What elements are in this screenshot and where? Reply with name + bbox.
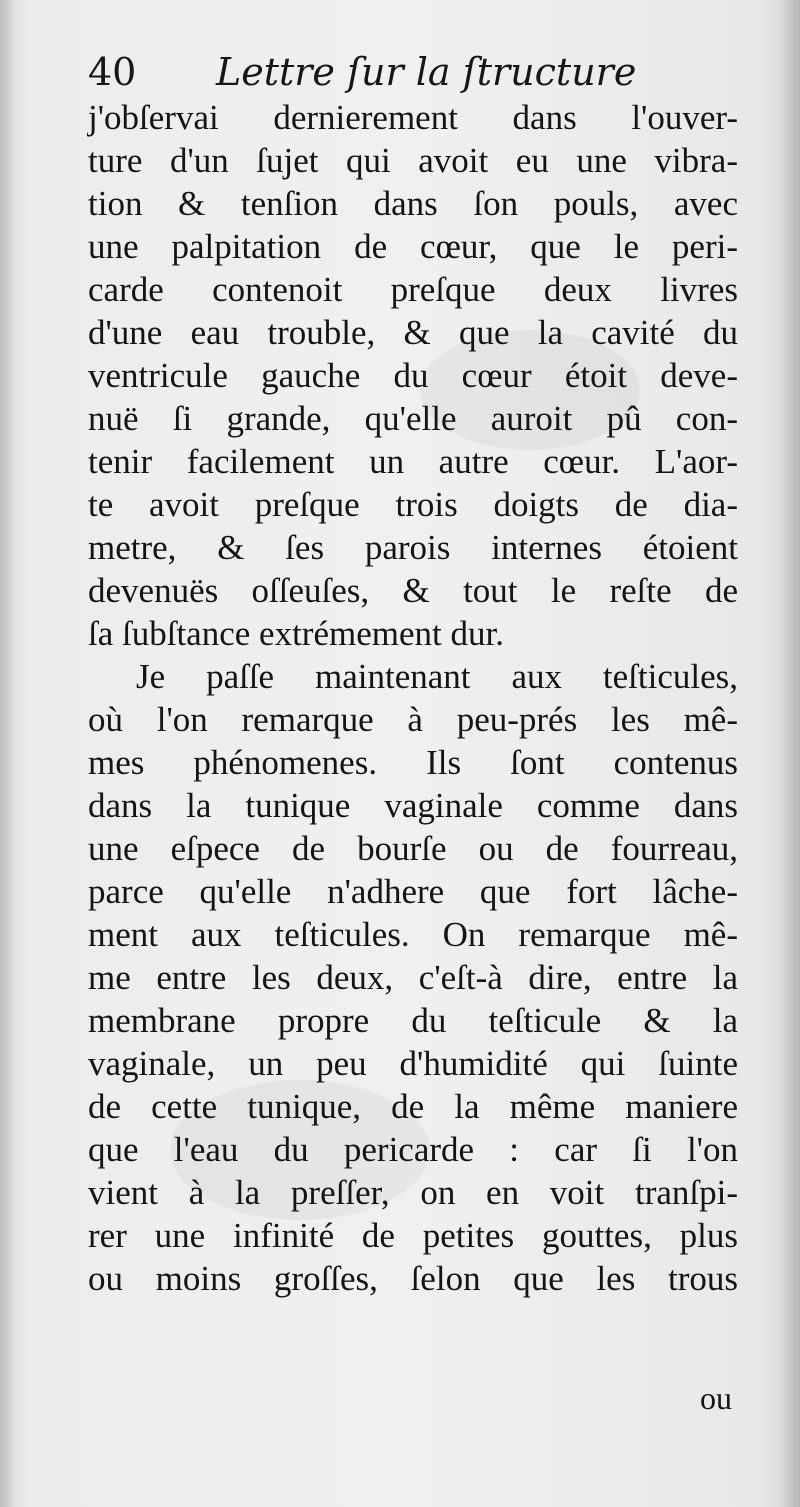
text-line: une eſpece de bourſe ou de fourreau, <box>88 829 738 868</box>
text-line: nuë ſi grande, qu'elle auroit pû con- <box>88 399 738 438</box>
text-line: ou moins groſſes, ſelon que les trous <box>88 1259 738 1298</box>
running-head <box>88 44 728 104</box>
text-line: metre, & ſes parois internes étoient <box>88 528 738 567</box>
catchword: ou <box>700 1380 732 1416</box>
text-line: ment aux teſticules. On remarque mê- <box>88 915 738 954</box>
text-line: de cette tunique, de la même maniere <box>88 1087 738 1126</box>
page-shadow-left <box>0 0 14 1507</box>
text-line: membrane propre du teſticule & la <box>88 1001 738 1040</box>
text-line: tion & tenſion dans ſon pouls, avec <box>88 184 738 223</box>
text-line: d'une eau trouble, & que la cavité du <box>88 313 738 352</box>
running-title: Lettre ſur la ſtructure <box>216 50 637 94</box>
text-line: vaginale, un peu d'humidité qui ſuinte <box>88 1044 738 1083</box>
text-line: où l'on remarque à peu-prés les mê- <box>88 700 738 739</box>
text-line: vient à la preſſer, on en voit tranſpi- <box>88 1173 738 1212</box>
text-line: une palpitation de cœur, que le peri- <box>88 227 738 266</box>
text-line: devenuës oſſeuſes, & tout le reſte de <box>88 571 738 610</box>
text-line: me entre les deux, c'eſt-à dire, entre la <box>88 958 738 997</box>
paragraph-2 <box>88 655 738 1300</box>
text-line: tenir facilement un autre cœur. L'aor- <box>88 442 738 481</box>
page-shadow-right <box>782 0 800 1507</box>
text-line: j'obſervai dernierement dans l'ouver- <box>88 98 738 137</box>
text-line: parce qu'elle n'adhere que fort lâche- <box>88 872 738 911</box>
text-line: Je paſſe maintenant aux teſticules, <box>136 657 738 696</box>
body-text <box>88 96 738 1300</box>
text-line: dans la tunique vaginale comme dans <box>88 786 738 825</box>
paragraph-1 <box>88 96 738 655</box>
text-line: ſa ſubſtance extrémement dur. <box>88 614 504 653</box>
page-number: 40 <box>88 50 137 94</box>
text-line: rer une infinité de petites gouttes, plus <box>88 1216 738 1255</box>
text-line: te avoit preſque trois doigts de dia- <box>88 485 738 524</box>
text-line: ture d'un ſujet qui avoit eu une vibra- <box>88 141 738 180</box>
text-line: ventricule gauche du cœur étoit deve- <box>88 356 738 395</box>
text-line: mes phénomenes. Ils ſont contenus <box>88 743 738 782</box>
text-line: que l'eau du pericarde : car ſi l'on <box>88 1130 738 1169</box>
text-line: carde contenoit preſque deux livres <box>88 270 738 309</box>
